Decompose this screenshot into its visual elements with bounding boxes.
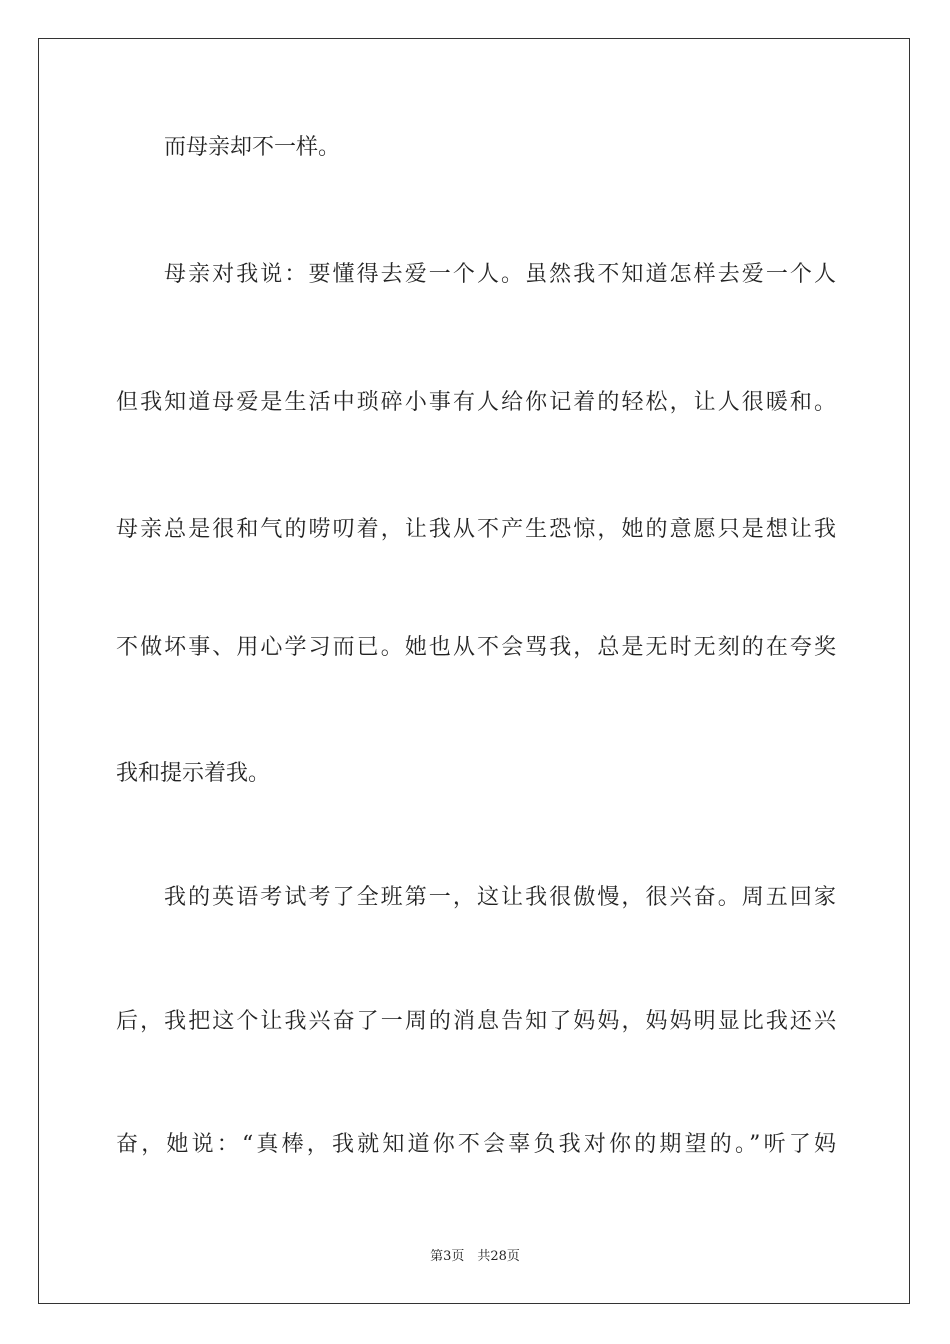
text-line-3: 但我知道母爱是生活中琐碎小事有人给你记着的轻松，让人很暖和。 [116,390,836,415]
text-line-7: 我的英语考试考了全班第一，这让我很傲慢，很兴奋。周五回家 [164,885,836,910]
text-line-6: 我和提示着我。 [116,761,271,786]
text-line-2: 母亲对我说：要懂得去爱一个人。虽然我不知道怎样去爱一个人 [164,262,836,287]
text-line-5: 不做坏事、用心学习而已。她也从不会骂我，总是无时无刻的在夸奖 [116,635,836,660]
text-line-4: 母亲总是很和气的唠叨着，让我从不产生恐惊，她的意愿只是想让我 [116,517,836,542]
page-number-footer: 第3页 共28页 [430,1249,520,1264]
text-line-9: 奋，她说：“真棒，我就知道你不会辜负我对你的期望的。”听了妈 [116,1132,836,1157]
text-line-1: 而母亲却不一样。 [164,135,341,160]
text-line-8: 后，我把这个让我兴奋了一周的消息告知了妈妈，妈妈明显比我还兴 [116,1009,836,1034]
page-border [38,38,910,1304]
